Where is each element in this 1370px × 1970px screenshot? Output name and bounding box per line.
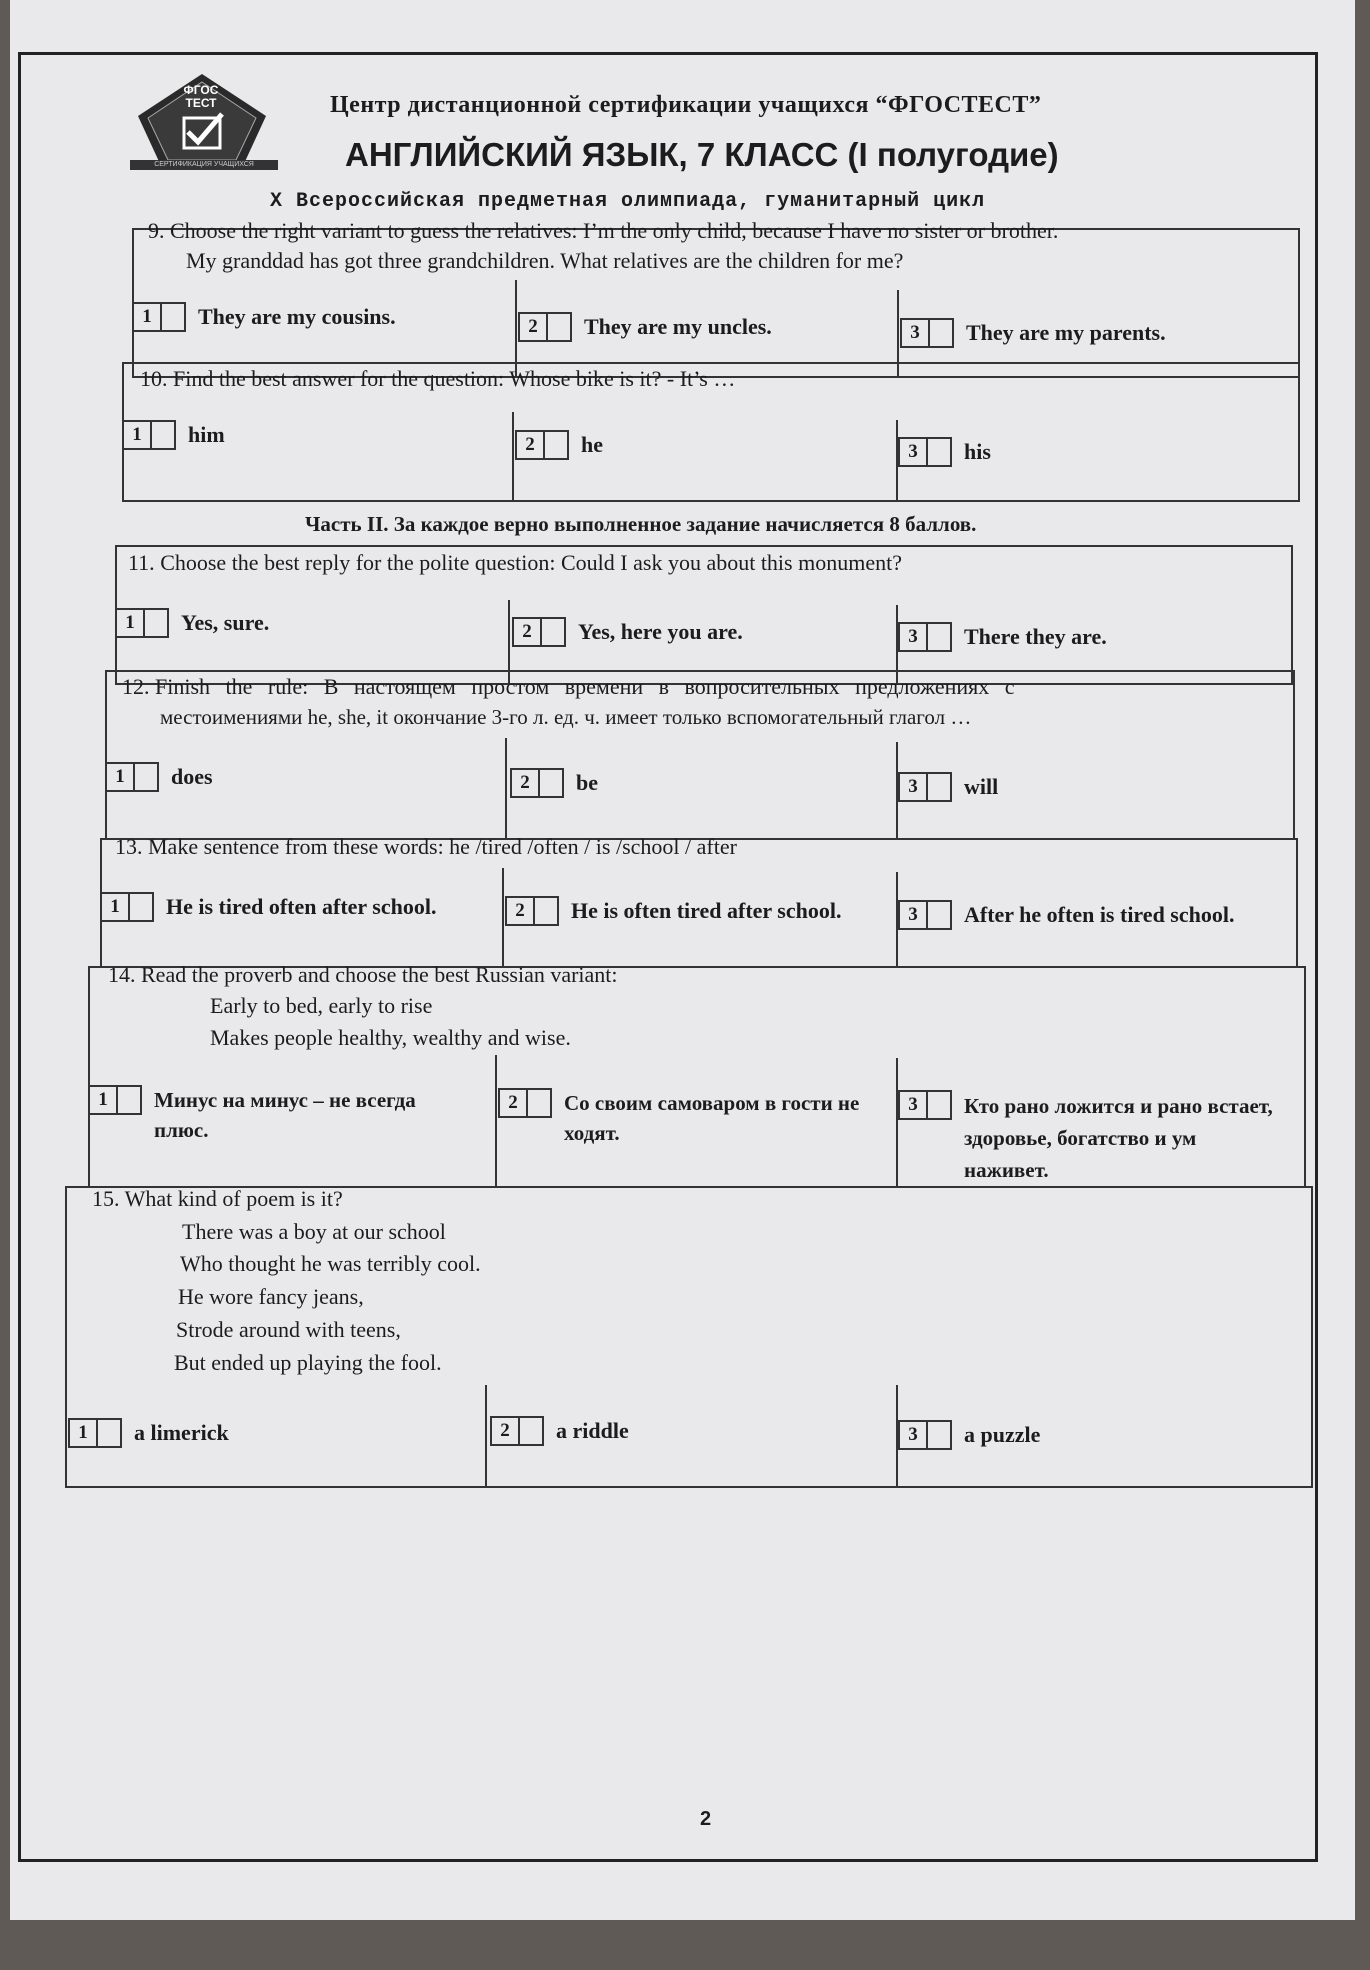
answer-text: a limerick: [134, 1420, 229, 1445]
organization-name: Центр дистанционной сертификации учащихся “ФГОСТЕСТ”: [330, 92, 1042, 118]
answer-checkbox[interactable]: 2: [518, 312, 572, 342]
olympiad-subtitle: X Всероссийская предметная олимпиада, гуманитарный цикл: [270, 190, 986, 213]
divider: [512, 412, 514, 502]
question-text: Make sentence from these words: he /tired /often / is /school / after: [148, 834, 737, 859]
answer-checkbox[interactable]: 2: [512, 617, 566, 647]
answer-checkbox[interactable]: 2: [490, 1416, 544, 1446]
answer-option-1[interactable]: [100, 892, 480, 922]
answer-option-3[interactable]: [900, 318, 1290, 348]
divider: [505, 738, 507, 840]
question-11-text: [128, 548, 1278, 578]
answer-checkbox[interactable]: 2: [515, 430, 569, 460]
answer-text: be: [576, 770, 598, 795]
question-text: Find the best answer for the question: Whose bike is it? - It’s …: [173, 366, 736, 391]
answer-checkbox[interactable]: 3: [898, 1420, 952, 1450]
question-text: Finish the rule: В настоящем простом времени в вопросительных предложениях с: [155, 674, 1015, 699]
answer-text: will: [964, 774, 999, 799]
answer-option-1[interactable]: [115, 608, 495, 638]
question-number: 15.: [92, 1186, 120, 1211]
answer-checkbox[interactable]: 1: [68, 1418, 122, 1448]
page-number: 2: [700, 1808, 712, 1830]
question-text-line2: My granddad has got three grandchildren. What relatives are the children for me?: [186, 248, 904, 273]
answer-option-1[interactable]: [105, 762, 485, 792]
answer-text: a riddle: [556, 1418, 629, 1443]
answer-text: They are my parents.: [966, 320, 1166, 345]
logo-caption: СЕРТИФИКАЦИЯ УЧАЩИХСЯ: [130, 160, 278, 170]
question-text: Read the proverb and choose the best Russian variant:: [141, 962, 618, 987]
answer-text: He is tired often after school.: [166, 894, 437, 919]
answer-option-2[interactable]: [510, 768, 880, 798]
answer-checkbox[interactable]: 1: [122, 420, 176, 450]
answer-checkbox[interactable]: 3: [898, 437, 952, 467]
question-10-text: [140, 364, 1290, 394]
poem-line: Who thought he was terribly cool.: [180, 1251, 481, 1276]
answer-text: Yes, sure.: [181, 610, 270, 635]
question-text: Choose the best reply for the polite question: Could I ask you about this monument?: [160, 550, 902, 575]
answer-text: They are my uncles.: [584, 314, 772, 339]
answer-option-3[interactable]: [898, 622, 1288, 652]
question-12-text: [122, 672, 1287, 732]
answer-checkbox[interactable]: 1: [115, 608, 169, 638]
answer-checkbox[interactable]: 1: [132, 302, 186, 332]
answer-option-1[interactable]: [88, 1085, 483, 1145]
answer-option-2[interactable]: [505, 896, 885, 926]
answer-checkbox[interactable]: 3: [900, 318, 954, 348]
question-text: Choose the right variant to guess the relatives: I’m the only child, because I have no sister or brother.: [170, 218, 1059, 243]
answer-text: He is often tired after school.: [571, 898, 842, 923]
answer-text: does: [171, 764, 213, 789]
divider: [485, 1385, 487, 1488]
answer-option-3[interactable]: [898, 437, 1288, 467]
answer-text: There they are.: [964, 624, 1107, 649]
answer-option-1[interactable]: [122, 420, 502, 450]
question-number: 12.: [122, 674, 150, 699]
part-2-heading: Часть II. За каждое верно выполненное задание начисляется 8 баллов.: [305, 512, 977, 536]
answer-text: he: [581, 432, 603, 457]
logo-text: ФГОС ТЕСТ: [183, 83, 219, 110]
question-13-text: [115, 832, 1285, 862]
answer-checkbox[interactable]: 3: [898, 1090, 952, 1120]
poem-line: But ended up playing the fool.: [174, 1350, 442, 1375]
question-9-text: [148, 216, 1298, 276]
answer-option-2[interactable]: [518, 312, 888, 342]
answer-text: They are my cousins.: [198, 304, 396, 329]
answer-option-2[interactable]: [498, 1088, 888, 1148]
poem-line: He wore fancy jeans,: [178, 1284, 364, 1309]
answer-text: After he often is tired school.: [964, 902, 1235, 927]
answer-option-1[interactable]: [132, 302, 502, 332]
page-title: АНГЛИЙСКИЙ ЯЗЫК, 7 КЛАСС (I полугодие): [345, 136, 1059, 173]
question-number: 10.: [140, 366, 168, 391]
poem-line: Strode around with teens,: [176, 1317, 401, 1342]
question-number: 13.: [115, 834, 143, 859]
question-number: 14.: [108, 962, 136, 987]
answer-option-3[interactable]: [898, 772, 1288, 802]
answer-option-2[interactable]: [515, 430, 885, 460]
answer-text: Кто рано ложится и рано встает, здоровье, богатство и ум наживет.: [964, 1094, 1273, 1182]
question-15-text: [92, 1184, 1262, 1214]
answer-checkbox[interactable]: 1: [88, 1085, 142, 1115]
answer-checkbox[interactable]: 3: [898, 772, 952, 802]
answer-checkbox[interactable]: 3: [898, 900, 952, 930]
question-number: 11.: [128, 550, 155, 575]
answer-option-3[interactable]: [898, 900, 1288, 930]
answer-option-2[interactable]: [512, 617, 882, 647]
question-number: 9.: [148, 218, 165, 243]
answer-checkbox[interactable]: 1: [105, 762, 159, 792]
poem-line: There was a boy at our school: [182, 1219, 446, 1244]
answer-checkbox[interactable]: 2: [510, 768, 564, 798]
divider: [502, 868, 504, 968]
answer-option-3[interactable]: [898, 1420, 1298, 1450]
answer-text: his: [964, 439, 991, 464]
answer-checkbox[interactable]: 2: [505, 896, 559, 926]
answer-text: a puzzle: [964, 1422, 1041, 1447]
answer-option-2[interactable]: [490, 1416, 880, 1446]
answer-checkbox[interactable]: 2: [498, 1088, 552, 1118]
answer-option-1[interactable]: [68, 1418, 468, 1448]
answer-text: Yes, here you are.: [578, 619, 743, 644]
answer-text: Минус на минус – не всегда плюс.: [154, 1088, 416, 1142]
question-text-line2: местоимениями he, she, it окончание 3-го л. ед. ч. имеет только вспомогательный глагол …: [160, 705, 972, 729]
question-14-text: [108, 960, 1278, 990]
answer-text: him: [188, 422, 225, 447]
answer-checkbox[interactable]: 3: [898, 622, 952, 652]
answer-text: Со своим самоваром в гости не ходят.: [564, 1091, 860, 1145]
proverb-line: Early to bed, early to rise: [210, 993, 433, 1018]
divider: [495, 1055, 497, 1188]
question-text: What kind of poem is it?: [124, 1186, 343, 1211]
answer-checkbox[interactable]: 1: [100, 892, 154, 922]
proverb-line: Makes people healthy, wealthy and wise.: [210, 1025, 571, 1050]
answer-option-3[interactable]: [898, 1090, 1303, 1186]
